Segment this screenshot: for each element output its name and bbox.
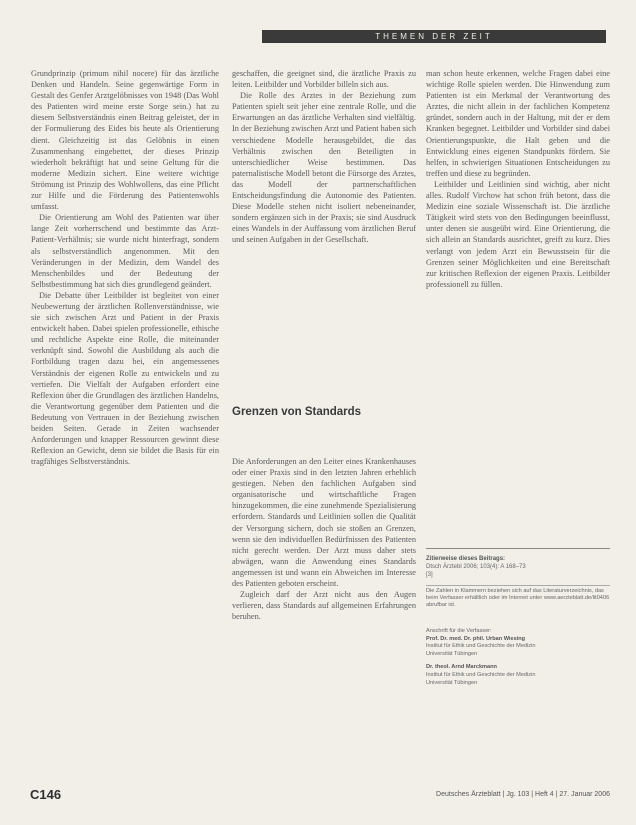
paragraph: Grundprinzip (primum nihil nocere) für das ärztliche Denken und Handeln. Seine gegenwärtige Form in Gestalt des Genfer Arztgelöbnisses von 1948 (Das Wohl des Patienten wird meine erste Sorge sein.) hat zu diesem Selbstverständnis einen Beitrag geleistet, der in der Formulierung des Eides bis heute als Orientierung dient. Gleichzeitig ist das Gelöbnis in einen Zusammenhang eingebettet, der dieses Prinzip wiederholt bekräftigt hat und seine Geltung für die moderne Medizin sichert. Eine weitere wichtige Strömung ist Prinzip des Wohlwollens, das eine Pflicht zur Hilfe und die Förderung des Patientenwohls umfasst. bbox=[31, 69, 219, 212]
column-2-continued bbox=[232, 456, 416, 756]
divider bbox=[426, 585, 610, 586]
column-3 bbox=[426, 68, 610, 545]
author-block bbox=[426, 664, 610, 687]
paragraph: Die Anforderungen an den Leiter eines Krankenhauses oder einer Praxis sind in den letzten Jahren erheblich gestiegen. Neben den fachlichen Aufgaben sind organisatorische und wirtschaftliche Fragen hinzugekommen, die eine zunehmende Spezialisierung erfordern. Standards und Leitlinien sollen die Qualität der Versorgung sichern, doch sie stoßen an Grenzen, wenn sie den individuellen Bedürfnissen des Patienten nicht gerecht werden. Der Arzt muss daher stets abwägen, wann die Anwendung eines Standards angemessen ist und wann ein Abweichen im Interesse des Patienten geboten erscheint. bbox=[232, 457, 416, 589]
paragraph: Die Debatte über Leitbilder ist begleitet von einer Neubewertung der ärztlichen Rollenverständnisse, wie sie sich zwischen Arzt und Patient in der Praxis entwickelt haben. Dabei spielen professionelle, ethische und rechtliche Aspekte eine Rolle, die miteinander verknüpft sind. Sowohl die Ausbildung als auch die Fortbildung tragen dazu bei, ein angemessenes Verständnis der eigenen Rolle zu entwickeln und zu vertiefen. Die Vielfalt der Aufgaben erfordert eine Reflexion über die Grundlagen des ärztlichen Handelns, die Verantwortung gegenüber dem Patienten und die Bedeutung von Vertrauen in der Beziehung zwischen beiden Seiten. Gerade in Zeiten wachsender Anforderungen und knapper Ressourcen gewinnt diese Reflexion an Gewicht, denn sie bildet die Basis für ein tragfähiges Selbstverständnis. bbox=[31, 290, 219, 467]
column-1 bbox=[31, 68, 219, 753]
paragraph: man schon heute erkennen, welche Fragen dabei eine wichtige Rolle spielen werden. Die Hinwendung zum Patienten ist ein Merkmal der Verantwortung des Arztes, die nicht allein in der fachlichen Kompetenz gründet, sondern auch in der Haltung, mit der er dem Kranken begegnet. Leitbilder und Vorbilder sind dabei Orientierungspunkte, die Halt geben und die Entwicklung eines eigenen Standpunkts fördern. Sie helfen, in schwierigen Situationen Entscheidungen zu treffen und diese zu begründen. bbox=[426, 69, 610, 178]
divider bbox=[426, 548, 610, 549]
author-line: Universität Tübingen bbox=[426, 650, 478, 657]
section-heading: Grenzen von Standards bbox=[232, 406, 362, 418]
author-line: Institut für Ethik und Geschichte der Medizin bbox=[426, 643, 536, 650]
author-line: Universität Tübingen bbox=[426, 679, 478, 686]
paragraph: geschaffen, die geeignet sind, die ärztliche Praxis zu leiten. Leitbilder und Vorbilder billeln sich aus. bbox=[232, 69, 416, 90]
citation-block bbox=[426, 555, 610, 579]
journal-citation: Deutsches Ärzteblatt | Jg. 103 | Heft 4 | 27. Januar 2006 bbox=[436, 791, 610, 798]
citation-line: Dtsch Ärztebl 2006; 103(4): A 168–73 bbox=[426, 564, 526, 570]
author-name: Prof. Dr. med. Dr. phil. Urban Wiesing bbox=[426, 635, 526, 642]
paragraph: Die Rolle des Arztes in der Beziehung zum Patienten spielt seit jeher eine zentrale Rolle, und die Erwartungen an das ärztliche Verhalten sind vielfältig. In der Beziehung zwischen Arzt und Patient haben sich verschiedene Modelle herausgebildet, die das Verhältnis zwischen den Beteiligten in unterschiedlicher Weise bestimmen. Das paternalistische Modell betont die Fürsorge des Arztes, das Modell der partnerschaftlichen Entscheidungsfindung die Autonomie des Patienten. Diese Modelle stehen nicht isoliert nebeneinander, sondern ergänzen sich in der Praxis; sie sind Ausdruck eines Wandels in der Auffassung vom ärztlichen Beruf und seinen Aufgaben in der Gesellschaft. bbox=[232, 91, 416, 245]
page-number: C146 bbox=[30, 787, 62, 802]
author-block bbox=[426, 628, 610, 658]
page-footer bbox=[30, 787, 610, 803]
author-label: Anschrift für die Verfasser: bbox=[426, 628, 492, 634]
literature-note: Die Zahlen in Klammern beziehen sich auf das Literaturverzeichnis, das beim Verfasser erhältlich oder im Internet unter www.aerzteblatt.de/lit0406 abrufbar ist. bbox=[426, 588, 610, 609]
author-info bbox=[426, 628, 610, 693]
citation-title: Zitierweise dieses Beitrags: bbox=[426, 556, 506, 562]
author-name: Dr. theol. Arnd Marckmann bbox=[426, 664, 497, 671]
citation-label: [3] bbox=[426, 572, 433, 578]
paragraph: Leitbilder und Leitlinien sind wichtig, aber nicht alles. Rudolf Virchow hat schon früh betont, dass die Medizin eine soziale Wissenschaft ist. Die ärztliche Tätigkeit wird stets von den Bedingungen beeinflusst, unter denen sie ausgeübt wird. Eine Orientierung, die sich allein an Standards ausrichtet, greift zu kurz. Dies verlangt von jedem Arzt ein Bewusstsein für die Grenzen seiner Möglichkeiten und eine Bereitschaft zur kritischen Reflexion der eigenen Praxis. Leitbilder professionell zu füllen. bbox=[426, 179, 610, 289]
column-2 bbox=[232, 68, 416, 390]
paragraph: Zugleich darf der Arzt nicht aus den Augen verlieren, dass Standards auf allgemeinen Erfahrungen beruhen. bbox=[232, 590, 416, 622]
author-line: Institut für Ethik und Geschichte der Medizin bbox=[426, 671, 536, 678]
section-header bbox=[262, 30, 606, 43]
section-title: THEMEN DER ZEIT bbox=[375, 32, 493, 41]
paragraph: Die Orientierung am Wohl des Patienten war über lange Zeit vorherrschend und bestimmte das Arzt-Patient-Verhältnis; sie wurde nicht hinterfragt, sondern als selbstverständlich angenommen. Mit den Veränderungen in der Medizin, dem Wandel des Menschenbildes und der Bedeutung der Selbstbestimmung hat sich dies grundlegend geändert. bbox=[31, 213, 219, 289]
